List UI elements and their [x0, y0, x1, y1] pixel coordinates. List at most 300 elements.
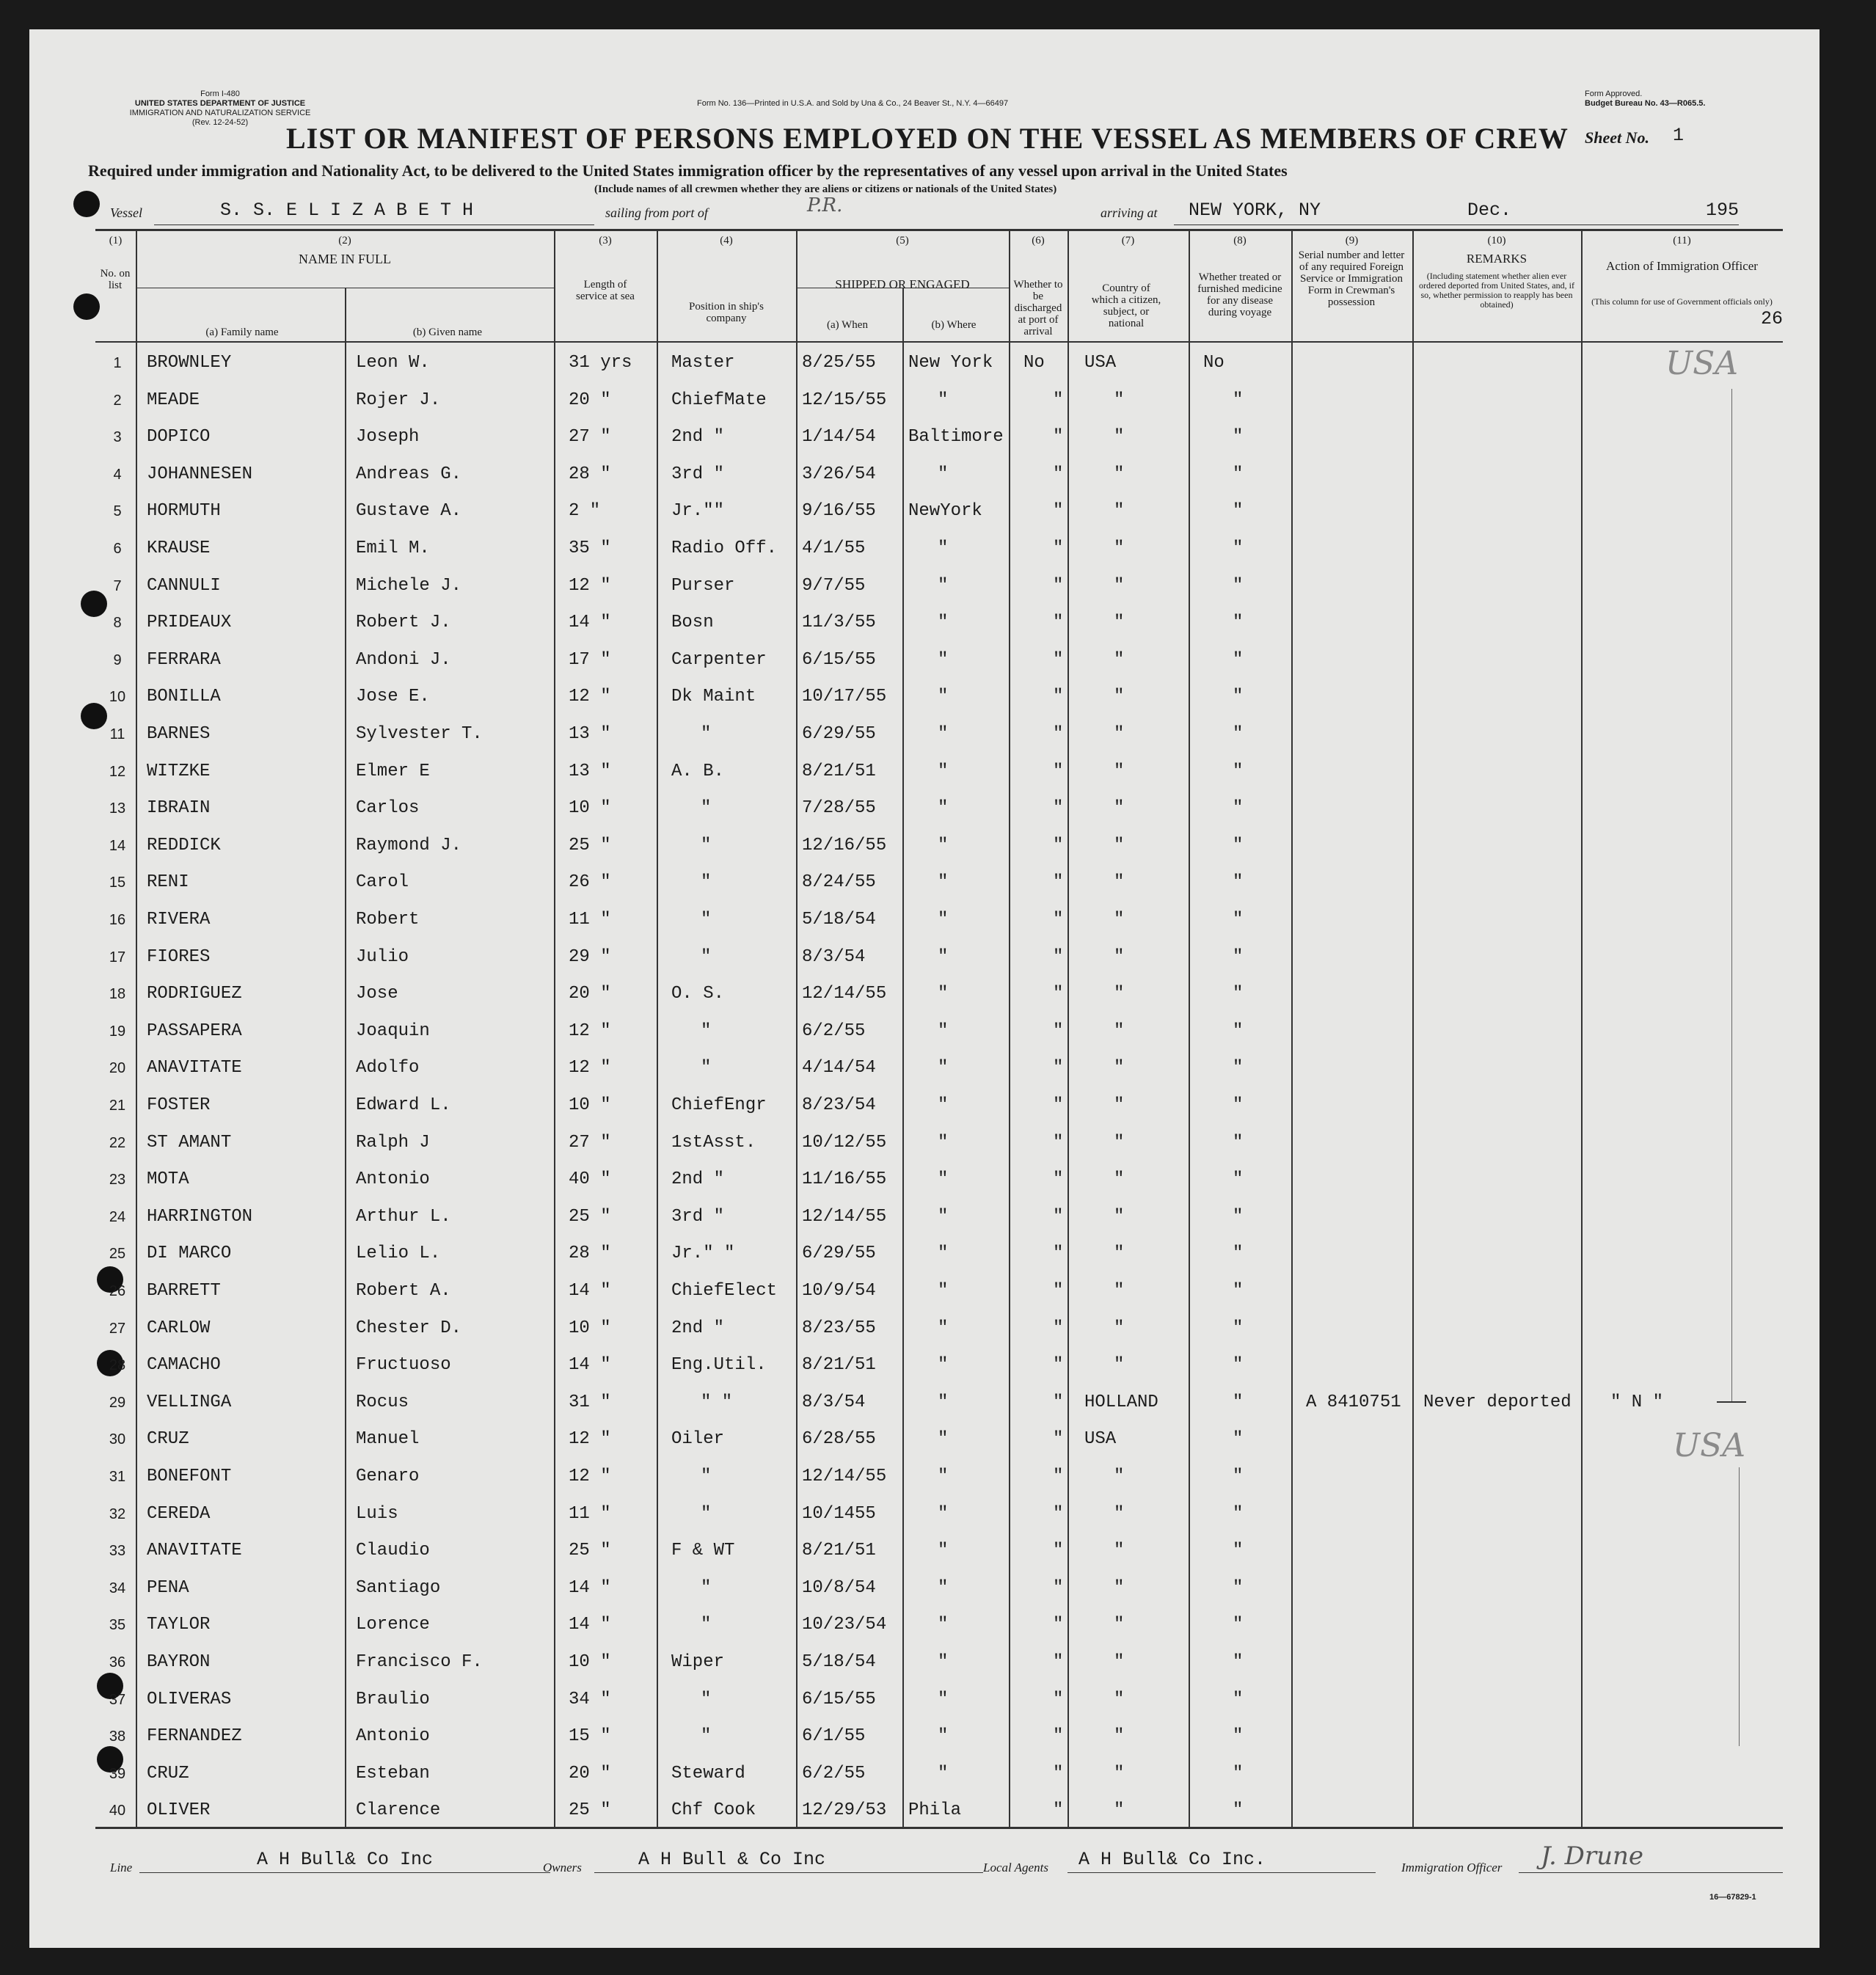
crew-position: Master	[671, 353, 735, 373]
crew-discharge: "	[1053, 1392, 1064, 1412]
crew-row-number: 5	[113, 503, 122, 520]
crew-length-service: 12 "	[569, 1429, 611, 1450]
crew-shipped-where: "	[938, 835, 949, 855]
crew-shipped-where: New York	[908, 353, 993, 373]
crew-row-number: 21	[109, 1098, 126, 1114]
crew-shipped-where: "	[938, 1095, 949, 1115]
table-row	[29, 976, 1820, 1012]
crew-family-name: MEADE	[147, 390, 200, 410]
crew-position: "	[701, 1689, 712, 1709]
table-row	[29, 642, 1820, 679]
col-header-country: Country of which a citizen, subject, or national	[1091, 282, 1161, 329]
table-row	[29, 1050, 1820, 1087]
crew-row-number: 18	[109, 986, 126, 1003]
crew-length-service: 14 "	[569, 1615, 611, 1635]
crew-given-name: Braulio	[356, 1689, 430, 1709]
crew-position: 2nd "	[671, 1169, 725, 1190]
crew-position: "	[701, 1021, 712, 1041]
col-num-1: (1)	[109, 235, 123, 247]
crew-row-number: 36	[109, 1654, 126, 1671]
page-subtitle: Required under immigration and Nationality Act, to be delivered to the United States immigration officer by the representatives of any vessel upon arrival in the United States	[88, 161, 1288, 180]
crew-position: Chf Cook	[671, 1800, 756, 1821]
crew-serial: A 8410751	[1306, 1392, 1401, 1412]
crew-discharge: "	[1053, 1169, 1064, 1190]
crew-country: "	[1114, 501, 1125, 522]
crew-position: Jr." "	[671, 1244, 735, 1264]
crew-treated: "	[1233, 1503, 1244, 1524]
crew-family-name: DI MARCO	[147, 1244, 232, 1264]
crew-family-name: TAYLOR	[147, 1615, 211, 1635]
crew-shipped-when: 6/15/55	[802, 1689, 876, 1709]
crew-discharge: "	[1053, 613, 1064, 633]
crew-discharge: "	[1053, 1429, 1064, 1450]
crew-shipped-where: "	[938, 613, 949, 633]
table-row	[29, 753, 1820, 790]
crew-country: "	[1114, 761, 1125, 781]
crew-shipped-where: "	[938, 1429, 949, 1450]
crew-shipped-when: 6/28/55	[802, 1429, 876, 1450]
crew-discharge: "	[1053, 798, 1064, 819]
crew-shipped-where: "	[938, 1763, 949, 1784]
footer-owners-value: A H Bull & Co Inc	[638, 1849, 826, 1870]
crew-discharge: "	[1053, 1541, 1064, 1561]
crew-treated: "	[1233, 575, 1244, 596]
crew-shipped-when: 7/28/55	[802, 798, 876, 819]
crew-country: "	[1114, 1132, 1125, 1153]
crew-shipped-when: 1/14/54	[802, 427, 876, 448]
crew-treated: "	[1233, 1726, 1244, 1747]
crew-given-name: Edward L.	[356, 1095, 451, 1115]
crew-row-number: 17	[109, 949, 126, 965]
crew-shipped-where: "	[938, 649, 949, 670]
table-row	[29, 1682, 1820, 1718]
form-id-right	[1585, 90, 1705, 109]
crew-length-service: 12 "	[569, 687, 611, 707]
table-row	[29, 902, 1820, 938]
date-underline	[1174, 224, 1739, 225]
crew-shipped-when: 12/14/55	[802, 1206, 887, 1227]
crew-length-service: 25 "	[569, 1800, 611, 1821]
crew-shipped-when: 12/14/55	[802, 1467, 887, 1486]
crew-shipped-when: 8/21/51	[802, 1355, 876, 1376]
crew-country: "	[1114, 1021, 1125, 1041]
crew-shipped-when: 4/1/55	[802, 539, 866, 558]
crew-discharge: "	[1053, 1689, 1064, 1709]
crew-discharge: "	[1053, 501, 1064, 522]
crew-shipped-where: "	[938, 1318, 949, 1338]
page-title: LIST OR MANIFEST OF PERSONS EMPLOYED ON THE VESSEL AS MEMBERS OF CREW	[286, 122, 1569, 155]
crew-row-number: 34	[109, 1580, 126, 1596]
crew-country: "	[1114, 1281, 1125, 1301]
crew-family-name: MOTA	[147, 1169, 189, 1190]
vessel-label: Vessel	[110, 205, 142, 220]
crew-discharge: "	[1053, 984, 1064, 1004]
crew-discharge: "	[1053, 835, 1064, 855]
crew-given-name: Arthur L.	[356, 1206, 451, 1227]
crew-row-number: 4	[113, 466, 122, 483]
crew-row-number: 28	[109, 1357, 126, 1374]
crew-length-service: 35 "	[569, 539, 611, 558]
crew-discharge: "	[1053, 575, 1064, 596]
crew-country: "	[1114, 1652, 1125, 1672]
crew-shipped-where: "	[938, 872, 949, 893]
crew-length-service: 12 "	[569, 575, 611, 596]
table-row	[29, 1756, 1820, 1792]
crew-treated: "	[1233, 1169, 1244, 1190]
crew-discharge: "	[1053, 539, 1064, 558]
crew-treated: "	[1233, 1244, 1244, 1264]
table-row	[29, 1718, 1820, 1755]
col-num-4: (4)	[720, 235, 733, 247]
crew-given-name: Michele J.	[356, 575, 462, 596]
crew-length-service: 15 "	[569, 1726, 611, 1747]
crew-length-service: 17 "	[569, 649, 611, 670]
crew-given-name: Elmer E	[356, 761, 430, 781]
crew-country: "	[1114, 1689, 1125, 1709]
crew-shipped-when: 11/3/55	[802, 613, 876, 633]
table-header-bottom	[95, 341, 1783, 343]
crew-position: 2nd "	[671, 427, 725, 448]
crew-row-number: 27	[109, 1320, 126, 1337]
crew-family-name: CAMACHO	[147, 1355, 221, 1376]
crew-shipped-where: "	[938, 1058, 949, 1078]
col-num-3: (3)	[599, 235, 612, 247]
crew-given-name: Carlos	[356, 798, 420, 819]
crew-length-service: 31 "	[569, 1392, 611, 1412]
crew-shipped-where: "	[938, 1652, 949, 1672]
crew-row-number: 22	[109, 1134, 126, 1151]
footer-officer-underline	[1519, 1872, 1783, 1873]
crew-country: "	[1114, 539, 1125, 558]
crew-position: Oiler	[671, 1429, 725, 1450]
table-row	[29, 419, 1820, 456]
crew-treated: "	[1233, 1467, 1244, 1486]
crew-row-number: 2	[113, 392, 122, 409]
crew-family-name: FOSTER	[147, 1095, 211, 1115]
crew-shipped-when: 6/15/55	[802, 649, 876, 670]
officer-signature: J. Drune	[1541, 1841, 1644, 1871]
hole-punch	[73, 293, 100, 320]
crew-position: ChiefElect	[671, 1281, 778, 1301]
crew-position: "	[701, 1615, 712, 1635]
crew-length-service: 25 "	[569, 1541, 611, 1561]
crew-position: 2nd "	[671, 1318, 725, 1338]
table-row	[29, 1013, 1820, 1050]
crew-row-number: 7	[113, 577, 122, 594]
crew-given-name: Antonio	[356, 1169, 430, 1190]
crew-treated: "	[1233, 1652, 1244, 1672]
crew-given-name: Lelio L.	[356, 1244, 441, 1264]
crew-country: USA	[1084, 353, 1117, 373]
crew-position: "	[701, 1467, 712, 1486]
crew-row-number: 30	[109, 1431, 126, 1448]
crew-family-name: HARRINGTON	[147, 1206, 253, 1227]
crew-shipped-where: "	[938, 1281, 949, 1301]
handwritten-bracket	[1731, 389, 1732, 1401]
crew-country: "	[1114, 1095, 1125, 1115]
crew-row-number: 10	[109, 689, 126, 706]
crew-shipped-when: 5/18/54	[802, 910, 876, 930]
vessel-name: S. S. E L I Z A B E T H	[220, 200, 474, 221]
crew-row-number: 20	[109, 1060, 126, 1077]
crew-shipped-where: "	[938, 798, 949, 819]
crew-shipped-where: "	[938, 1355, 949, 1376]
crew-position: Radio Off.	[671, 539, 778, 558]
crew-family-name: DOPICO	[147, 427, 211, 448]
crew-treated: "	[1233, 1281, 1244, 1301]
crew-length-service: 12 "	[569, 1021, 611, 1041]
crew-shipped-where: Baltimore	[908, 427, 1004, 448]
table-row	[29, 1644, 1820, 1681]
crew-position: ChiefMate	[671, 390, 767, 410]
crew-shipped-where: "	[938, 1503, 949, 1524]
crew-position: Bosn	[671, 613, 714, 633]
crew-position: 3rd "	[671, 464, 725, 484]
footer-agents-label: Local Agents	[983, 1861, 1048, 1874]
crew-given-name: Andreas G.	[356, 464, 462, 484]
crew-discharge: "	[1053, 1058, 1064, 1078]
crew-length-service: 25 "	[569, 835, 611, 855]
crew-shipped-where: "	[938, 1169, 949, 1190]
crew-treated: "	[1233, 1429, 1244, 1450]
crew-shipped-where: "	[938, 946, 949, 967]
table-row	[29, 1792, 1820, 1829]
crew-discharge: "	[1053, 1132, 1064, 1153]
crew-position: Jr.""	[671, 501, 725, 522]
crew-family-name: FERRARA	[147, 649, 221, 670]
crew-shipped-where: "	[938, 1689, 949, 1709]
crew-treated: "	[1233, 501, 1244, 522]
sailing-label: sailing from port of	[605, 205, 708, 220]
crew-row-number: 35	[109, 1617, 126, 1634]
crew-given-name: Lorence	[356, 1615, 430, 1635]
crew-length-service: 14 "	[569, 1281, 611, 1301]
manifest-sheet	[29, 29, 1820, 1948]
crew-country: "	[1114, 798, 1125, 819]
crew-row-number: 24	[109, 1208, 126, 1225]
crew-given-name: Adolfo	[356, 1058, 420, 1078]
crew-given-name: Ralph J	[356, 1132, 430, 1153]
crew-family-name: JOHANNESEN	[147, 464, 253, 484]
sheet-label: Sheet No.	[1585, 128, 1649, 147]
crew-country: "	[1114, 649, 1125, 670]
crew-family-name: BROWNLEY	[147, 353, 232, 373]
footer-line-label: Line	[110, 1861, 133, 1874]
sheet-number: 1	[1673, 125, 1685, 146]
crew-length-service: 2 "	[569, 501, 601, 522]
table-row	[29, 1607, 1820, 1643]
crew-given-name: Esteban	[356, 1763, 430, 1784]
crew-discharge: "	[1053, 649, 1064, 670]
handwritten-bracket	[1739, 1467, 1740, 1746]
crew-country: "	[1114, 1058, 1125, 1078]
col-header-serial: Serial number and letter of any required Foreign Service or Immigration Form in Crewman's possession	[1298, 249, 1405, 308]
crew-family-name: FERNANDEZ	[147, 1726, 242, 1747]
crew-family-name: ST AMANT	[147, 1132, 232, 1153]
crew-discharge: "	[1053, 1244, 1064, 1264]
crew-discharge: "	[1053, 872, 1064, 893]
crew-shipped-where: "	[938, 575, 949, 596]
crew-given-name: Chester D.	[356, 1318, 462, 1338]
table-row	[29, 790, 1820, 827]
crew-discharge: "	[1053, 1095, 1064, 1115]
table-row	[29, 1310, 1820, 1347]
crew-discharge: "	[1053, 1281, 1064, 1301]
table-row	[29, 530, 1820, 567]
crew-family-name: BONILLA	[147, 687, 221, 707]
col-num-8: (8)	[1233, 235, 1247, 247]
crew-row-number: 3	[113, 429, 122, 446]
crew-position: A. B.	[671, 761, 725, 781]
crew-treated: "	[1233, 1763, 1244, 1784]
table-row	[29, 1087, 1820, 1124]
table-top-rule	[95, 229, 1783, 231]
crew-length-service: 28 "	[569, 464, 611, 484]
crew-given-name: Joseph	[356, 427, 420, 448]
table-row	[29, 1273, 1820, 1310]
footer-form-code: 16—67829-1	[1709, 1893, 1756, 1902]
crew-shipped-when: 10/1455	[802, 1503, 876, 1524]
crew-treated: "	[1233, 1615, 1244, 1635]
usa-stamp-mark: USA	[1665, 345, 1738, 382]
crew-shipped-when: 8/3/54	[802, 1392, 866, 1412]
crew-country: "	[1114, 1244, 1125, 1264]
table-row	[29, 345, 1820, 382]
crew-shipped-when: 8/23/55	[802, 1318, 876, 1338]
arriving-port: NEW YORK, NY	[1189, 200, 1321, 221]
table-row	[29, 568, 1820, 605]
crew-discharge: "	[1053, 1467, 1064, 1486]
crew-country: "	[1114, 946, 1125, 967]
crew-discharge: "	[1053, 687, 1064, 707]
crew-shipped-when: 6/2/55	[802, 1021, 866, 1041]
crew-length-service: 14 "	[569, 613, 611, 633]
crew-discharge: "	[1053, 1206, 1064, 1227]
crew-given-name: Rocus	[356, 1392, 409, 1412]
col-num-5: (5)	[896, 235, 909, 247]
crew-family-name: BONEFONT	[147, 1467, 232, 1486]
crew-row-number: 31	[109, 1469, 126, 1485]
crew-given-name: Luis	[356, 1503, 398, 1524]
crew-country: "	[1114, 575, 1125, 596]
crew-position: F & WT	[671, 1541, 735, 1561]
crew-treated: "	[1233, 687, 1244, 707]
arrival-year: 195	[1706, 200, 1740, 221]
crew-family-name: BARNES	[147, 724, 211, 744]
crew-given-name: Robert J.	[356, 613, 451, 633]
crew-discharge: "	[1053, 1800, 1064, 1821]
crew-shipped-where: NewYork	[908, 501, 982, 522]
crew-shipped-when: 8/21/51	[802, 761, 876, 781]
crew-family-name: RIVERA	[147, 910, 211, 930]
arriving-label: arriving at	[1101, 205, 1158, 220]
crew-given-name: Manuel	[356, 1429, 420, 1450]
crew-shipped-when: 10/12/55	[802, 1132, 887, 1153]
crew-given-name: Claudio	[356, 1541, 430, 1561]
table-row	[29, 1199, 1820, 1235]
crew-treated: "	[1233, 724, 1244, 744]
form-approved: Form Approved.	[1585, 90, 1643, 98]
col-header-given: (b) Given name	[412, 326, 483, 338]
col-num-6: (6)	[1032, 235, 1045, 247]
col-remarks-note: (Including statement whether alien ever ordered deported from United States, and, if so, whether permission to reapply has been obtained)	[1419, 271, 1574, 310]
crew-given-name: Joaquin	[356, 1021, 430, 1041]
crew-row-number: 38	[109, 1728, 126, 1745]
crew-row-number: 1	[113, 355, 122, 371]
crew-country: "	[1114, 724, 1125, 744]
crew-position: "	[701, 724, 712, 744]
crew-family-name: PASSAPERA	[147, 1021, 242, 1041]
col-header-shipped: SHIPPED OR ENGAGED	[835, 277, 970, 291]
arrival-month: Dec.	[1467, 200, 1512, 221]
crew-family-name: ANAVITATE	[147, 1541, 242, 1561]
crew-length-service: 20 "	[569, 984, 611, 1004]
crew-shipped-when: 12/16/55	[802, 835, 887, 855]
crew-country: "	[1114, 1615, 1125, 1635]
crew-discharge: No	[1023, 353, 1045, 373]
sailing-port: P.R.	[807, 194, 843, 216]
crew-length-service: 11 "	[569, 910, 611, 930]
budget-bureau: Budget Bureau No. 43—R065.5.	[1585, 99, 1706, 108]
crew-treated: "	[1233, 1689, 1244, 1709]
col-num-2: (2)	[338, 235, 351, 247]
crew-country: "	[1114, 687, 1125, 707]
crew-country: "	[1114, 1318, 1125, 1338]
crew-row-number: 12	[109, 763, 126, 780]
crew-shipped-when: 5/18/54	[802, 1652, 876, 1672]
crew-position: "	[701, 1726, 712, 1747]
crew-shipped-where: "	[938, 1244, 949, 1264]
crew-family-name: CRUZ	[147, 1763, 189, 1784]
crew-shipped-where: "	[938, 984, 949, 1004]
crew-shipped-where: "	[938, 1726, 949, 1747]
crew-family-name: PENA	[147, 1577, 189, 1598]
crew-shipped-where: "	[938, 1467, 949, 1486]
crew-treated: "	[1233, 1318, 1244, 1338]
crew-position: "	[701, 835, 712, 855]
crew-treated: "	[1233, 1800, 1244, 1821]
crew-country: "	[1114, 1206, 1125, 1227]
crew-given-name: Robert	[356, 910, 420, 930]
crew-position: 1stAsst.	[671, 1132, 756, 1153]
crew-length-service: 10 "	[569, 1318, 611, 1338]
crew-given-name: Genaro	[356, 1467, 420, 1486]
hole-punch	[73, 191, 100, 217]
crew-discharge: "	[1053, 946, 1064, 967]
table-row	[29, 493, 1820, 530]
crew-family-name: BAYRON	[147, 1652, 211, 1672]
crew-position: "	[701, 1577, 712, 1598]
crew-position: ChiefEngr	[671, 1095, 767, 1115]
crew-treated: "	[1233, 1021, 1244, 1041]
crew-family-name: PRIDEAUX	[147, 613, 232, 633]
crew-position: "	[701, 872, 712, 893]
crew-length-service: 25 "	[569, 1206, 611, 1227]
crew-shipped-when: 8/21/51	[802, 1541, 876, 1561]
crew-row-number: 11	[109, 726, 125, 742]
crew-action: " N "	[1610, 1392, 1664, 1412]
crew-length-service: 10 "	[569, 1095, 611, 1115]
crew-family-name: ANAVITATE	[147, 1058, 242, 1078]
crew-length-service: 13 "	[569, 724, 611, 744]
footer-line-underline	[139, 1872, 550, 1873]
crew-treated: "	[1233, 761, 1244, 781]
crew-shipped-when: 11/16/55	[802, 1169, 887, 1190]
col-header-position: Position in ship's company	[689, 301, 764, 324]
crew-treated: "	[1233, 649, 1244, 670]
crew-position: "	[701, 1503, 712, 1524]
crew-treated: "	[1233, 984, 1244, 1004]
